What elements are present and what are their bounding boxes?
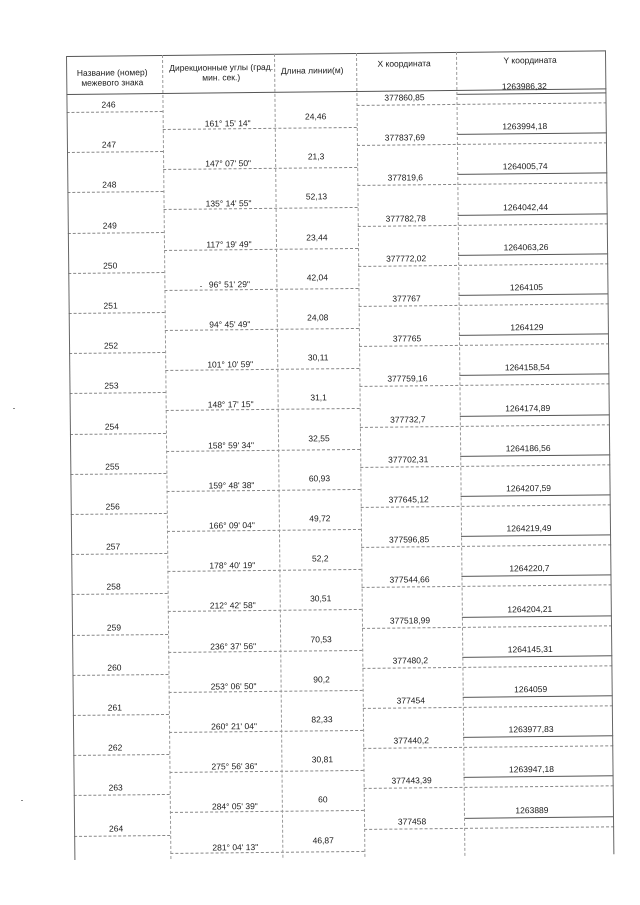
point-y: 1264005,74	[502, 161, 548, 172]
point-x: 377443,39	[391, 775, 432, 787]
segment-length: 21,3	[307, 151, 325, 162]
segment-angle: 260° 21' 04"	[211, 721, 258, 732]
row-rule	[364, 786, 614, 790]
point-name: 252	[103, 340, 119, 351]
column-rule	[274, 54, 283, 858]
point-y: 1264129	[510, 322, 544, 333]
row-rule	[71, 513, 167, 515]
segment-angle: 148° 17' 15"	[207, 399, 254, 410]
row-rule	[73, 754, 169, 756]
point-x: 377837,69	[384, 132, 426, 143]
segment-length: 42,04	[306, 272, 329, 283]
row-rule	[70, 392, 166, 394]
row-rule	[72, 674, 168, 676]
row-rule	[456, 92, 606, 95]
row-rule	[357, 102, 607, 106]
row-rule	[69, 352, 165, 354]
coordinates-table	[66, 50, 614, 853]
segment-length: 52,13	[305, 191, 328, 202]
point-x: 377765	[392, 333, 422, 344]
point-name: 262	[108, 742, 123, 753]
row-rule	[460, 454, 610, 457]
point-name: 258	[106, 581, 121, 592]
row-rule	[363, 745, 613, 749]
row-rule	[461, 535, 611, 538]
row-rule	[361, 545, 611, 549]
point-y: 1263947,18	[508, 764, 555, 775]
segment-length: 31,1	[310, 392, 327, 403]
point-name: 257	[105, 541, 121, 552]
point-y: 1264186,56	[505, 442, 551, 454]
point-y: 1264158,54	[504, 362, 550, 373]
point-x: 377819,6	[387, 172, 424, 184]
point-name: 249	[102, 220, 117, 231]
row-rule	[358, 263, 608, 267]
row-rule	[462, 655, 612, 658]
row-rule	[458, 213, 608, 216]
point-y: 1264063,26	[503, 241, 549, 253]
column-rule	[605, 50, 614, 854]
row-rule	[359, 384, 609, 388]
row-rule	[67, 151, 163, 153]
row-rule	[462, 615, 612, 618]
header-x: X координата	[377, 58, 431, 69]
header-angle: Дирекционные углы (град. мин. сек.)	[169, 61, 274, 83]
point-x: 377480,2	[392, 655, 429, 666]
point-x: 377440,2	[393, 735, 429, 746]
point-name: 250	[103, 260, 118, 271]
row-rule	[360, 424, 610, 428]
segment-length: 82,33	[311, 714, 333, 725]
point-x: 377596,85	[388, 534, 430, 545]
row-rule	[362, 585, 612, 589]
segment-length: 46,87	[312, 834, 334, 846]
row-rule	[461, 575, 611, 578]
row-rule	[357, 143, 607, 147]
row-rule	[460, 414, 610, 417]
row-rule	[74, 794, 170, 796]
segment-length: 30,81	[311, 754, 334, 765]
segment-length: 24,08	[307, 312, 329, 323]
scan-speck	[13, 408, 15, 409]
point-x: 377732,7	[390, 413, 426, 425]
point-name: 264	[108, 823, 124, 834]
segment-length: 52,2	[311, 553, 329, 564]
point-name: 246	[101, 99, 116, 110]
segment-length: 49,72	[309, 513, 331, 524]
segment-length: 30,51	[310, 593, 332, 604]
segment-angle: 101° 10' 59"	[207, 359, 254, 370]
segment-angle: 117° 19' 49"	[206, 238, 252, 250]
point-x: 377454	[396, 695, 426, 706]
segment-angle: 147° 07' 50"	[205, 158, 252, 169]
point-name: 255	[105, 461, 120, 472]
row-rule	[70, 433, 166, 435]
row-rule	[72, 634, 168, 636]
row-rule	[68, 232, 164, 234]
segment-angle: 212° 42' 58"	[209, 600, 256, 611]
row-rule	[361, 504, 611, 508]
point-name: 247	[101, 139, 117, 150]
row-rule	[359, 303, 609, 307]
point-x: 377544,66	[389, 574, 430, 586]
segment-angle: 158° 59' 34"	[208, 439, 255, 451]
point-x: 377645,12	[388, 494, 429, 505]
row-rule	[68, 272, 164, 274]
row-rule	[461, 494, 611, 497]
scan-speck	[21, 800, 23, 801]
header-name: Название (номер) межевого знака	[76, 67, 148, 88]
point-y: 1263977,83	[508, 724, 554, 735]
row-rule	[464, 776, 614, 779]
segment-angle: 275° 56' 36"	[211, 761, 258, 772]
segment-length: 24,46	[304, 111, 327, 122]
point-y: 1263889	[515, 804, 549, 815]
segment-angle: 166° 09' 04"	[208, 520, 255, 531]
segment-angle: 161° 15' 14"	[204, 118, 251, 129]
segment-angle: 281° 04' 13"	[212, 841, 259, 853]
segment-length: 70,53	[310, 633, 332, 645]
row-rule	[459, 374, 609, 377]
segment-length: 32,55	[308, 432, 330, 444]
segment-angle: 159° 48' 38"	[208, 479, 255, 491]
point-y: 1264207,59	[506, 482, 552, 494]
row-rule	[363, 705, 613, 709]
row-rule	[72, 593, 168, 595]
segment-angle: 236° 37' 56"	[210, 640, 257, 652]
point-x: 377702,31	[388, 454, 429, 465]
row-rule	[362, 665, 612, 669]
point-name: 259	[106, 622, 122, 633]
point-x: 377518,99	[389, 614, 431, 626]
point-name: 253	[104, 380, 119, 392]
point-x: 377860,85	[384, 92, 425, 103]
scan-speck	[200, 286, 202, 287]
point-name: 260	[107, 662, 122, 673]
segment-angle: 253° 06' 50"	[210, 680, 257, 692]
row-rule	[458, 253, 608, 256]
row-rule	[73, 714, 169, 716]
point-y: 1264174,89	[505, 402, 551, 414]
row-rule	[359, 344, 609, 348]
point-name: 248	[102, 179, 117, 191]
point-name: 256	[105, 501, 120, 512]
segment-angle: 135° 14' 55"	[205, 198, 252, 209]
segment-angle: 96° 51' 29"	[208, 278, 251, 290]
segment-length: 23,44	[306, 231, 328, 243]
point-y: 1264220,7	[509, 563, 550, 574]
segment-length: 30,11	[307, 352, 329, 363]
point-x: 377767	[392, 293, 421, 304]
point-y: 1264042,44	[503, 201, 549, 213]
row-rule	[457, 173, 607, 176]
point-x: 377782,78	[385, 212, 426, 224]
point-y: 1263994,18	[502, 121, 548, 132]
point-y: 1264204,21	[507, 603, 553, 615]
row-rule	[357, 183, 607, 187]
row-rule	[71, 553, 167, 555]
row-rule	[74, 835, 170, 837]
row-rule	[463, 695, 613, 698]
row-rule	[364, 826, 614, 830]
point-y: 1264219,49	[506, 523, 552, 534]
row-rule	[67, 191, 163, 193]
point-y: 1264105	[509, 282, 544, 293]
point-name: 261	[107, 702, 122, 713]
point-x: 377458	[397, 815, 427, 827]
segment-angle: 284° 05' 39"	[211, 801, 258, 812]
row-rule	[459, 334, 609, 337]
column-rule	[162, 55, 171, 859]
segment-angle: 94° 45' 49"	[209, 319, 251, 330]
row-rule	[360, 464, 610, 468]
point-y: 1263986,32	[501, 80, 547, 92]
segment-angle: 178° 40' 19"	[209, 560, 256, 571]
point-x: 377772,02	[385, 253, 427, 264]
point-name: 254	[104, 421, 120, 432]
row-rule	[463, 735, 613, 738]
row-rule	[67, 111, 163, 113]
point-name: 251	[103, 300, 118, 311]
row-rule	[362, 625, 612, 629]
row-rule	[358, 223, 608, 227]
segment-length: 60	[318, 794, 328, 805]
column-rule	[66, 56, 75, 860]
point-y: 1264059	[514, 683, 548, 695]
row-rule	[69, 312, 165, 314]
row-rule	[457, 133, 607, 136]
row-rule	[70, 473, 166, 475]
point-x: 377759,16	[387, 373, 428, 385]
point-y: 1264145,31	[507, 643, 553, 655]
row-rule	[459, 293, 609, 296]
header-y: Y координата	[503, 54, 557, 66]
segment-length: 60,93	[308, 473, 331, 484]
segment-length: 90,2	[313, 674, 330, 685]
header-length: Длина линии(м)	[280, 65, 344, 76]
point-name: 263	[108, 782, 123, 793]
row-rule	[464, 816, 614, 819]
